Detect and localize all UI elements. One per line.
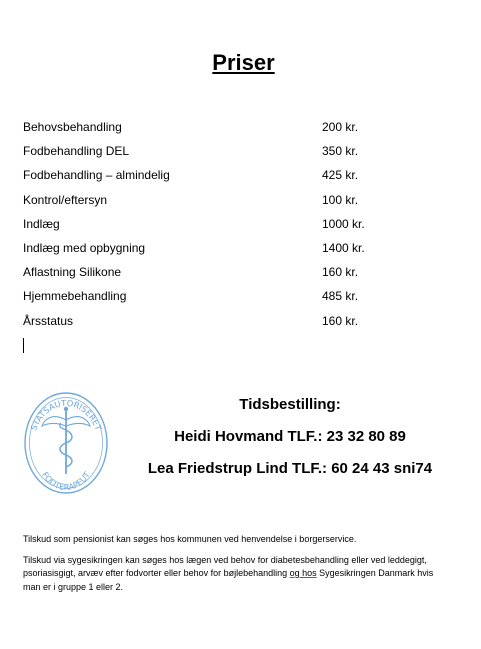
service-price: 200 kr. (322, 120, 359, 134)
service-name: Årsstatus (23, 313, 74, 328)
podiatrist-seal-logo (22, 390, 110, 496)
service-price: 1400 kr. (322, 240, 365, 255)
price-list (23, 118, 443, 336)
price-row (23, 118, 443, 142)
health-insurance-subsidy-note (23, 554, 443, 595)
booking-contact-lea: Lea Friedstrup Lind TLF.: 60 24 43 sni74 (147, 460, 433, 477)
pensioner-subsidy-note: Tilskud som pensionist kan søges hos kommunen ved henvendelse i borgerservice. (23, 534, 357, 544)
service-price: 425 kr. (322, 168, 359, 183)
note-text-end: Sygesikringen Danmark hvis man er i gruppe 1 eller 2. (23, 568, 434, 592)
service-name: Fodbehandling – almindelig (23, 168, 170, 183)
service-name: Kontrol/eftersyn (23, 192, 108, 207)
price-row (23, 239, 443, 263)
service-name: Aflastning Silikone (23, 265, 122, 280)
note-link-text[interactable]: og hos (289, 568, 317, 578)
price-row (23, 215, 443, 239)
booking-section (110, 396, 470, 478)
booking-title: Tidsbestilling: (239, 396, 341, 413)
note-text-start: Tilskud via sygesikringen kan søges hos lægen ved behov for diabetesbehandling eller ved leddegigt, psoriasisgigt, arvæv efter fodvorter eller behov for bøjlebehandling (23, 554, 427, 578)
service-name: Behovsbehandling (23, 120, 122, 134)
price-row (23, 263, 443, 287)
text-cursor (23, 338, 24, 353)
seal-bottom-textpath: FODTERAPEUT (39, 469, 93, 493)
service-name: Fodbehandling DEL (23, 144, 130, 159)
booking-contact-heidi: Heidi Hovmand TLF.: 23 32 80 89 (174, 428, 406, 445)
service-name: Hjemmebehandling (23, 289, 127, 304)
service-price: 160 kr. (322, 313, 359, 328)
subsidy-notes (23, 533, 443, 601)
service-price: 350 kr. (322, 144, 359, 159)
service-price: 160 kr. (322, 265, 359, 280)
price-row (23, 287, 443, 311)
price-row (23, 166, 443, 190)
service-name: Indlæg (23, 216, 60, 231)
service-name: Indlæg med opbygning (23, 240, 146, 255)
service-price: 100 kr. (322, 192, 359, 207)
service-price: 1000 kr. (322, 216, 365, 231)
price-row (23, 312, 443, 336)
seal-top-textpath: STATSAUTORISERET (28, 397, 104, 432)
price-row (23, 142, 443, 166)
service-price: 485 kr. (322, 289, 359, 304)
page-title: Priser (212, 50, 275, 75)
price-row (23, 191, 443, 215)
